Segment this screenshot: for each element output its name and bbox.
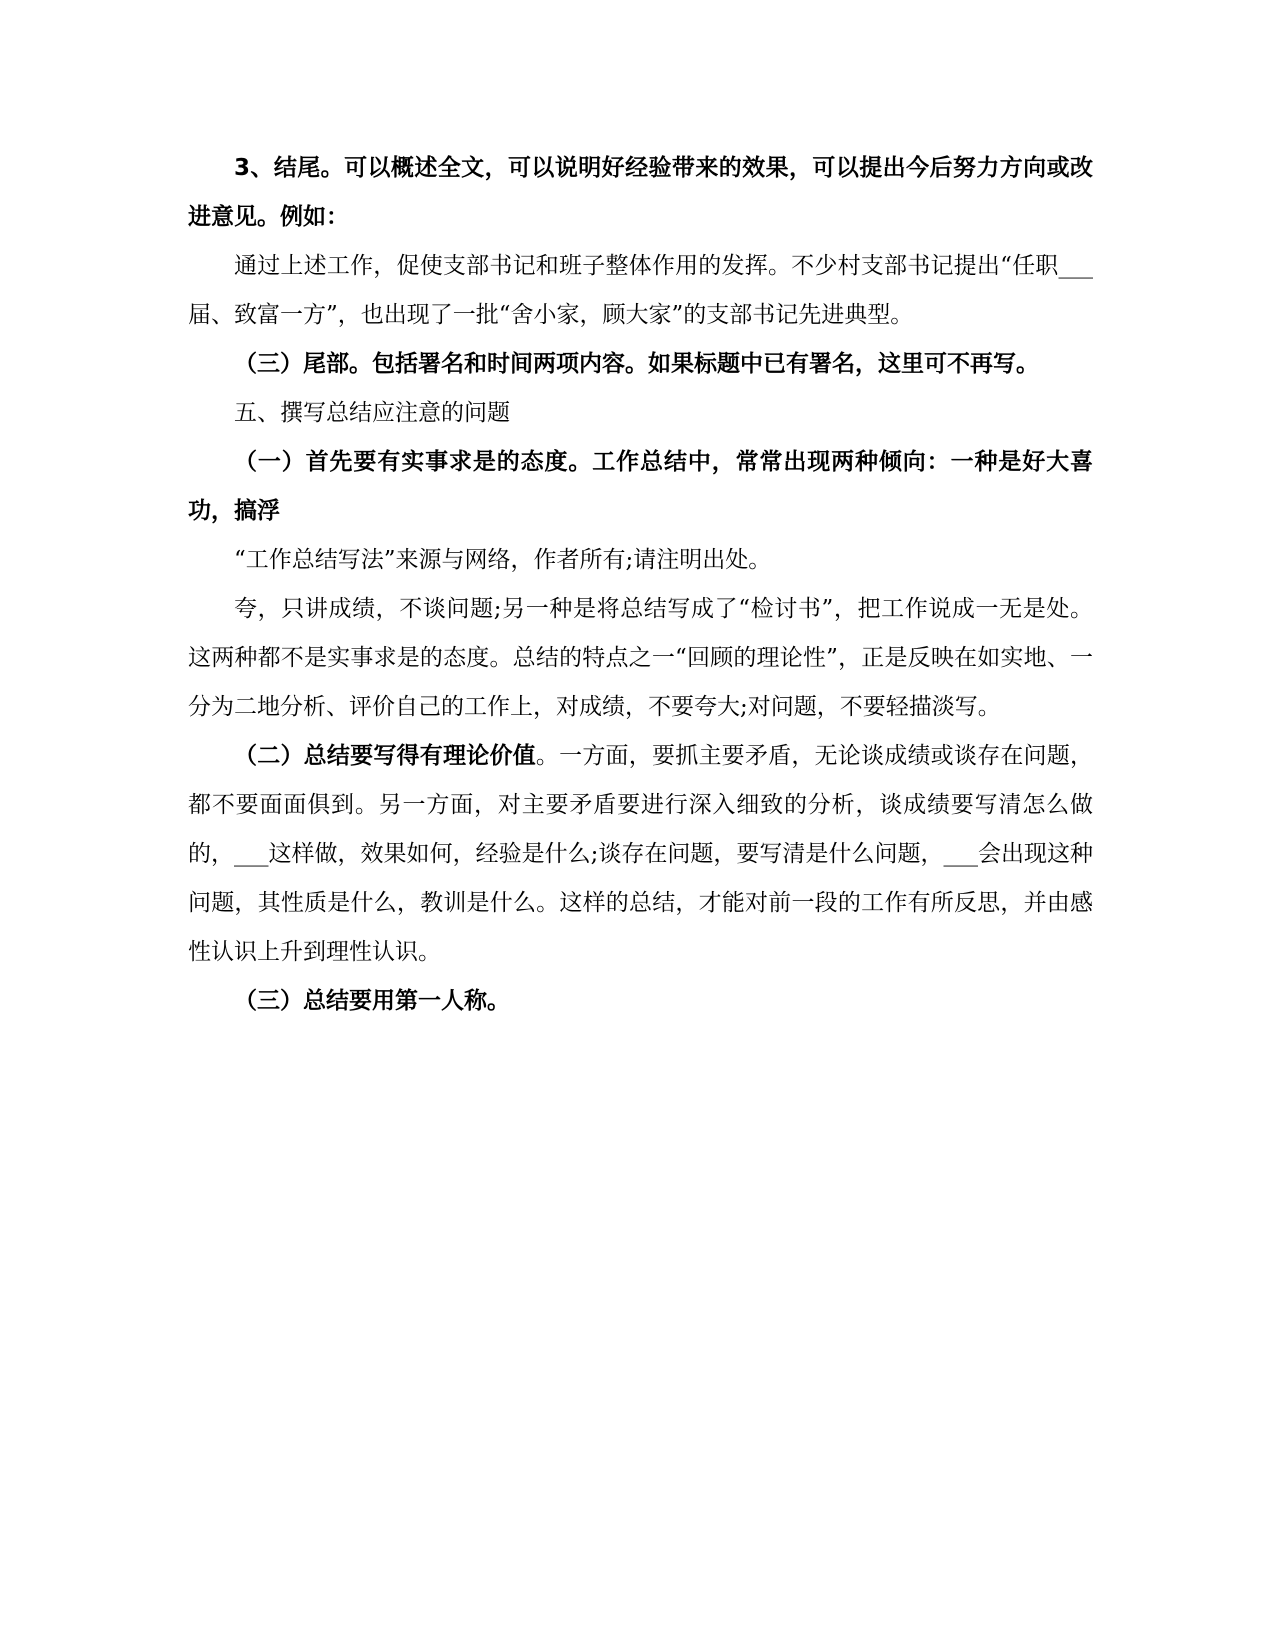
paragraph-source-note [188,536,1093,585]
bold-text: （一）首先要有实事求是的态度。工作总结中，常常出现两种倾向：一种是好大喜功，搞浮 [188,449,1093,524]
paragraph-theory-value [188,732,1093,977]
body-text: 。一方面，要抓主要矛盾，无论谈成绩或谈存在问题，都不要面面俱到。另一方面，对主要矛盾要进行深入细致的分析，谈成绩要写清怎么做的，___这样做，效果如何，经验是什么;谈存在问题，要写清是什么问题，___会出现这种问题，其性质是什么，教训是什么。这样的总结，才能对前一段的工作有所反思，并由感性认识上升到理性认识。 [188,743,1094,965]
paragraph-first-person [188,977,1093,1026]
document-body [188,144,1093,1026]
paragraph-footer-section [188,340,1093,389]
bold-text: （二）总结要写得有理论价值 [234,743,536,769]
paragraph-attitude [188,438,1093,536]
bold-text: （三）尾部。包括署名和时间两项内容。如果标题中已有署名，这里可不再写。 [234,351,1039,377]
body-text: 通过上述工作，促使支部书记和班子整体作用的发挥。不少村支部书记提出“任职___届、致富一方”，也出现了一批“舍小家，顾大家”的支部书记先进典型。 [188,253,1093,328]
heading-text: 五、撰写总结应注意的问题 [234,400,510,426]
body-text: “工作总结写法”来源与网络，作者所有;请注明出处。 [234,547,772,573]
body-text: 夸，只讲成绩，不谈问题;另一种是将总结写成了“检讨书”，把工作说成一无是处。这两种都不是实事求是的态度。总结的特点之一“回顾的理论性”，正是反映在如实地、一分为二地分析、评价自己的工作上，对成绩，不要夸大;对问题，不要轻描淡写。 [188,596,1093,720]
section-heading [188,389,1093,438]
bold-text: 3、结尾。可以概述全文，可以说明好经验带来的效果，可以提出今后努力方向或改进意见。例如： [188,155,1093,230]
paragraph-conclusion-heading [188,144,1093,242]
paragraph-example [188,242,1093,340]
paragraph-attitude-continued [188,585,1093,732]
bold-text: （三）总结要用第一人称。 [234,988,510,1014]
